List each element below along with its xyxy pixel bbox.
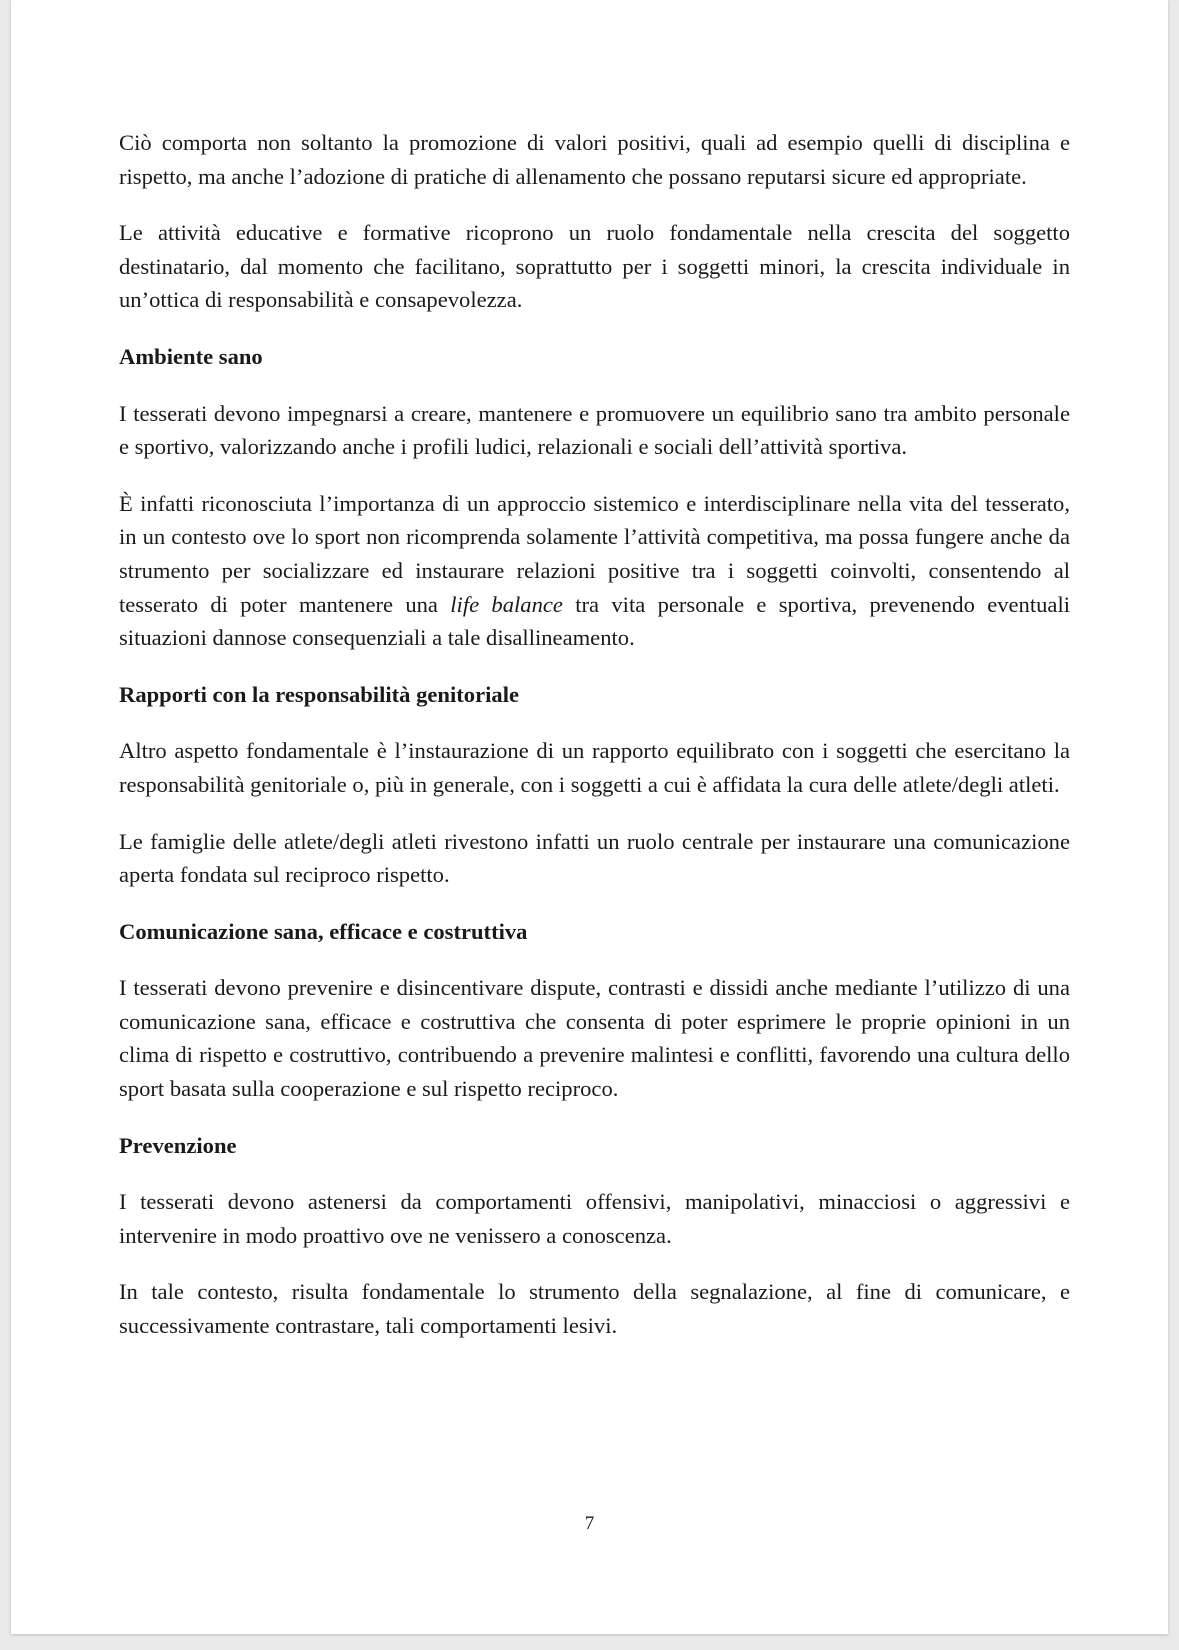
page-content bbox=[119, 126, 1070, 1366]
paragraph: I tesserati devono impegnarsi a creare, mantenere e promuovere un equilibrio sano tra ambito personale e sportivo, valorizzando anche i profili ludici, relazionali e sociali dell’attività sportiva. bbox=[119, 400, 1070, 460]
paragraph: Ciò comporta non soltanto la promozione di valori positivi, quali ad esempio quelli di disciplina e rispetto, ma anche l’adozione di pratiche di allenamento che possano reputarsi sicure ed appropriate. bbox=[119, 130, 1070, 189]
paragraph-text: È infatti riconosciuta l’importanza di un approccio sistemico e interdisciplinare nella vita del tesserato, in un contesto ove lo sport non ricomprenda solamente l’attività competitiva, ma possa fungere anche da strumento per socializzare ed instaurare relazioni positive tra i soggetti coinvolti, consentendo al tesserato di poter mantenere una bbox=[119, 490, 1070, 617]
section-heading: Prevenzione bbox=[119, 1132, 237, 1158]
paragraph: Le attività educative e formative ricoprono un ruolo fondamentale nella crescita del soggetto destinatario, dal momento che facilitano, soprattutto per i soggetti minori, la crescita individuale in un’ottica di responsabilità e consapevolezza. bbox=[119, 220, 1070, 313]
paragraph-text: tra vita personale e sportiva, prevenendo eventuali situazioni dannose consequenziali a tale disallineamento. bbox=[119, 591, 1071, 651]
section-heading: Ambiente sano bbox=[119, 343, 263, 369]
paragraph: Altro aspetto fondamentale è l’instaurazione di un rapporto equilibrato con i soggetti che esercitano la responsabilità genitoriale o, più in generale, con i soggetti a cui è affidata la cura delle atlete/degli atleti. bbox=[119, 738, 1070, 797]
document-page bbox=[11, 0, 1168, 1634]
section-heading: Rapporti con la responsabilità genitoriale bbox=[119, 681, 520, 707]
paragraph: Le famiglie delle atlete/degli atleti rivestono infatti un ruolo centrale per instaurare una comunicazione aperta fondata sul reciproco rispetto. bbox=[119, 828, 1070, 888]
page-number: 7 bbox=[584, 1513, 595, 1534]
paragraph bbox=[119, 487, 1070, 655]
section-heading: Comunicazione sana, efficace e costruttiva bbox=[119, 918, 528, 944]
paragraph: I tesserati devono prevenire e disincentivare dispute, contrasti e dissidi anche mediante l’utilizzo di una comunicazione sana, efficace e costruttiva che consenta di poter esprimere le proprie opinioni in un clima di rispetto e costruttivo, contribuendo a prevenire malintesi e conflitti, favorendo una cultura dello sport basata sulla cooperazione e sul rispetto reciproco. bbox=[119, 975, 1070, 1102]
paragraph: I tesserati devono astenersi da comportamenti offensivi, manipolativi, minacciosi o aggressivi e intervenire in modo proattivo ove ne venissero a conoscenza. bbox=[119, 1189, 1070, 1248]
paragraph: In tale contesto, risulta fondamentale lo strumento della segnalazione, al fine di comunicare, e successivamente contrastare, tali comportamenti lesivi. bbox=[119, 1279, 1070, 1339]
italic-phrase: life balance bbox=[450, 591, 563, 617]
